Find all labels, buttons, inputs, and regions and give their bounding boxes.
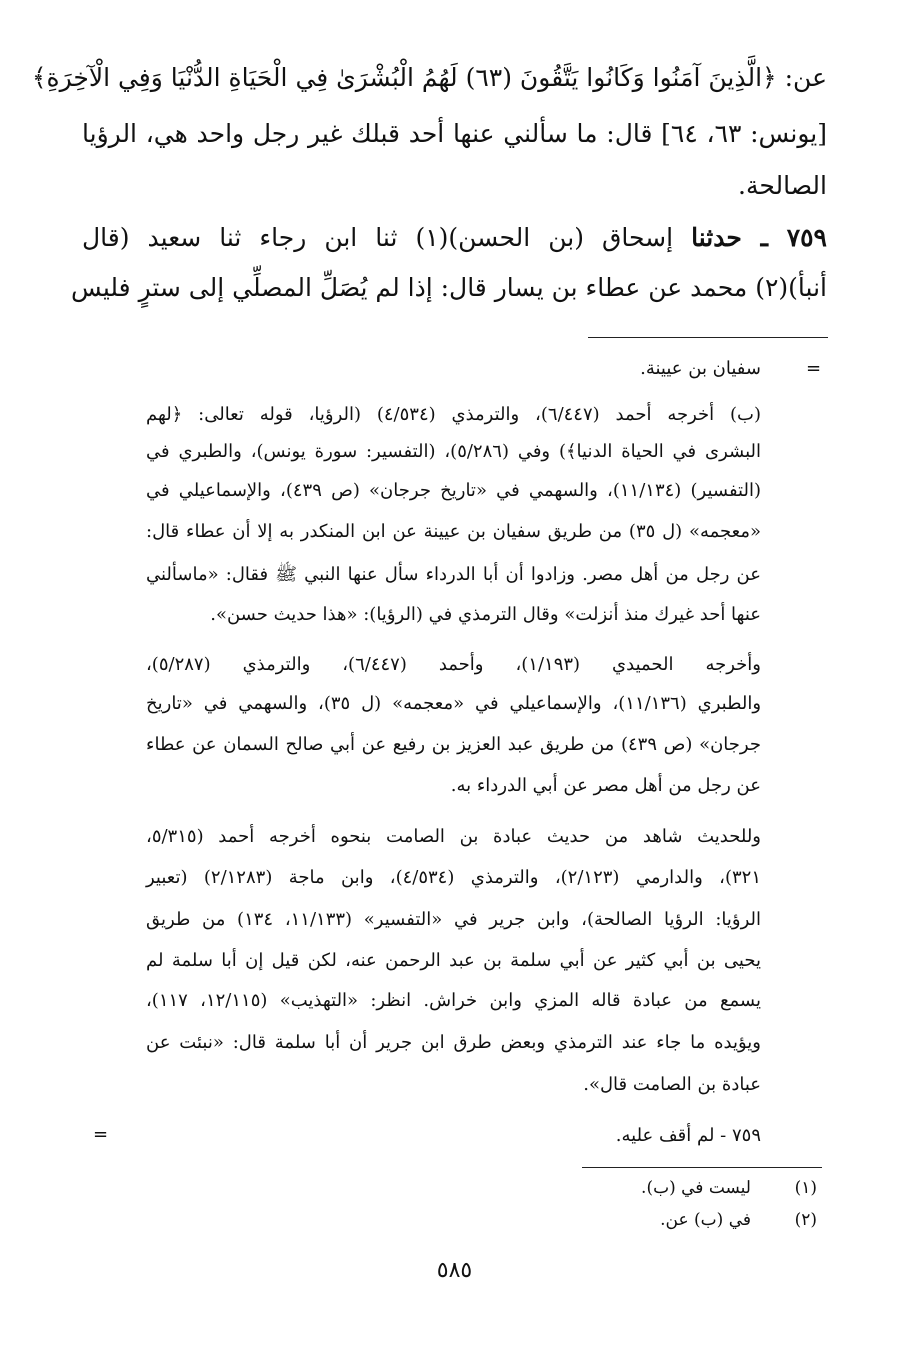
footnote-line-6: عن رجل من أهل مصر. وزادوا أن أبا الدرداء سأل عنها النبي ﷺ فقال: «ماسألني <box>146 564 761 585</box>
hadith-number: ٧٥٩ ـ حدثنا <box>691 223 827 252</box>
footnote-line-1: سفيان بن عيينة. <box>640 358 761 379</box>
endnote-text-2: في (ب) عن. <box>660 1210 751 1230</box>
footnote-line-13: ٣٢١)، والدارمي (٢/١٢٣)، والترمذي (٤/٥٣٤)، وابن ماجة (٢/١٢٨٣) (تعبير <box>146 867 761 888</box>
main-text-line-1: عن: ﴿الَّذِينَ آمَنُوا وَكَانُوا يَتَّقُونَ (٦٣) لَهُمُ الْبُشْرَىٰ فِي الْحَيَاةِ الدُّنْيَا وَفِي الْآخِرَةِ﴾ <box>31 63 827 92</box>
footnote-line-2: (ب) أخرجه أحمد (٦/٤٤٧)، والترمذي (٤/٥٣٤) (الرؤيا، قوله تعالى: ﴿لهم <box>146 404 762 425</box>
footnote-line-18: عبادة بن الصامت قال». <box>583 1074 761 1095</box>
main-text-line-3: الصالحة. <box>738 171 827 200</box>
footnote-line-17: ويؤيده ما جاء عند الترمذي وبعض طرق ابن جرير أن أبا سلمة قال: «نبئت عن <box>146 1032 761 1053</box>
footnote-line-10: جرجان» (ص ٤٣٩) من طريق عبد العزيز بن رفيع عن أبي صالح السمان عن عطاء <box>146 734 761 755</box>
footnote-line-14: الرؤيا: الرؤيا الصالحة)، وابن جرير في «التفسير» (١١/١٣٣، ١٣٤) من طريق <box>146 909 762 930</box>
continuation-marker-end: = <box>93 1124 109 1145</box>
page-number: ٥٨٥ <box>436 1258 473 1283</box>
footnote-line-16: يسمع من عبادة قاله المزي وابن خراش. انظر: «التهذيب» (١٢/١١٥، ١١٧)، <box>146 990 761 1011</box>
endnote-separator <box>582 1167 822 1168</box>
footnote-line-4: (التفسير) (١١/١٣٤)، والسهمي في «تاريخ جرجان» (ص ٤٣٩)، والإسماعيلي في <box>146 480 761 501</box>
footnote-line-15: يحيى بن أبي كثير عن أبي سلمة بن عبد الرحمن عنه، لكن قيل إن أبا سلمة لم <box>146 950 761 971</box>
footnote-line-9: والطبري (١١/١٣٦)، والإسماعيلي في «معجمه» (ل ٣٥)، والسهمي في «تاريخ <box>146 693 762 714</box>
main-text-line-5: أنبأ)(٢) محمد عن عطاء بن يسار قال: إذا لم يُصَلِّ المصلِّي إلى سترٍ فليس <box>70 273 827 302</box>
endnote-text-1: ليست في (ب). <box>641 1178 751 1198</box>
footnote-line-19: ٧٥٩ - لم أقف عليه. <box>615 1125 761 1146</box>
footnote-line-11: عن رجل من أهل مصر عن أبي الدرداء به. <box>450 775 761 796</box>
footnote-line-5: «معجمه» (ل ٣٥) من طريق سفيان بن عيينة عن ابن المنكدر به إلا أن عطاء قال: <box>146 521 761 542</box>
endnote-number-1: (١) <box>794 1178 817 1198</box>
footnote-line-7: عنها أحد غيرك منذ أنزلت» وقال الترمذي في (الرؤيا): «هذا حديث حسن». <box>210 604 761 625</box>
footnote-line-12: وللحديث شاهد من حديث عبادة بن الصامت بنحوه أخرجه أحمد (٥/٣١٥، <box>146 826 761 847</box>
footnote-line-3: البشرى في الحياة الدنيا﴾) وفي (٥/٢٨٦)، (التفسير: سورة يونس)، والطبري في <box>146 441 761 462</box>
footnote-separator <box>588 337 828 338</box>
continuation-marker: = <box>806 358 822 379</box>
main-text-line-2: [يونس: ٦٣، ٦٤] قال: ما سألني عنها أحد قبلك غير رجل واحد هي، الرؤيا <box>82 119 828 148</box>
main-text-line-4: ٧٥٩ ـ حدثنا إسحاق (بن الحسن)(١) ثنا ابن رجاء ثنا سعيد (قال <box>82 223 827 252</box>
endnote-number-2: (٢) <box>794 1210 817 1230</box>
footnote-line-8: وأخرجه الحميدي (١/١٩٣)، وأحمد (٦/٤٤٧)، والترمذي (٥/٢٨٧)، <box>146 654 761 675</box>
